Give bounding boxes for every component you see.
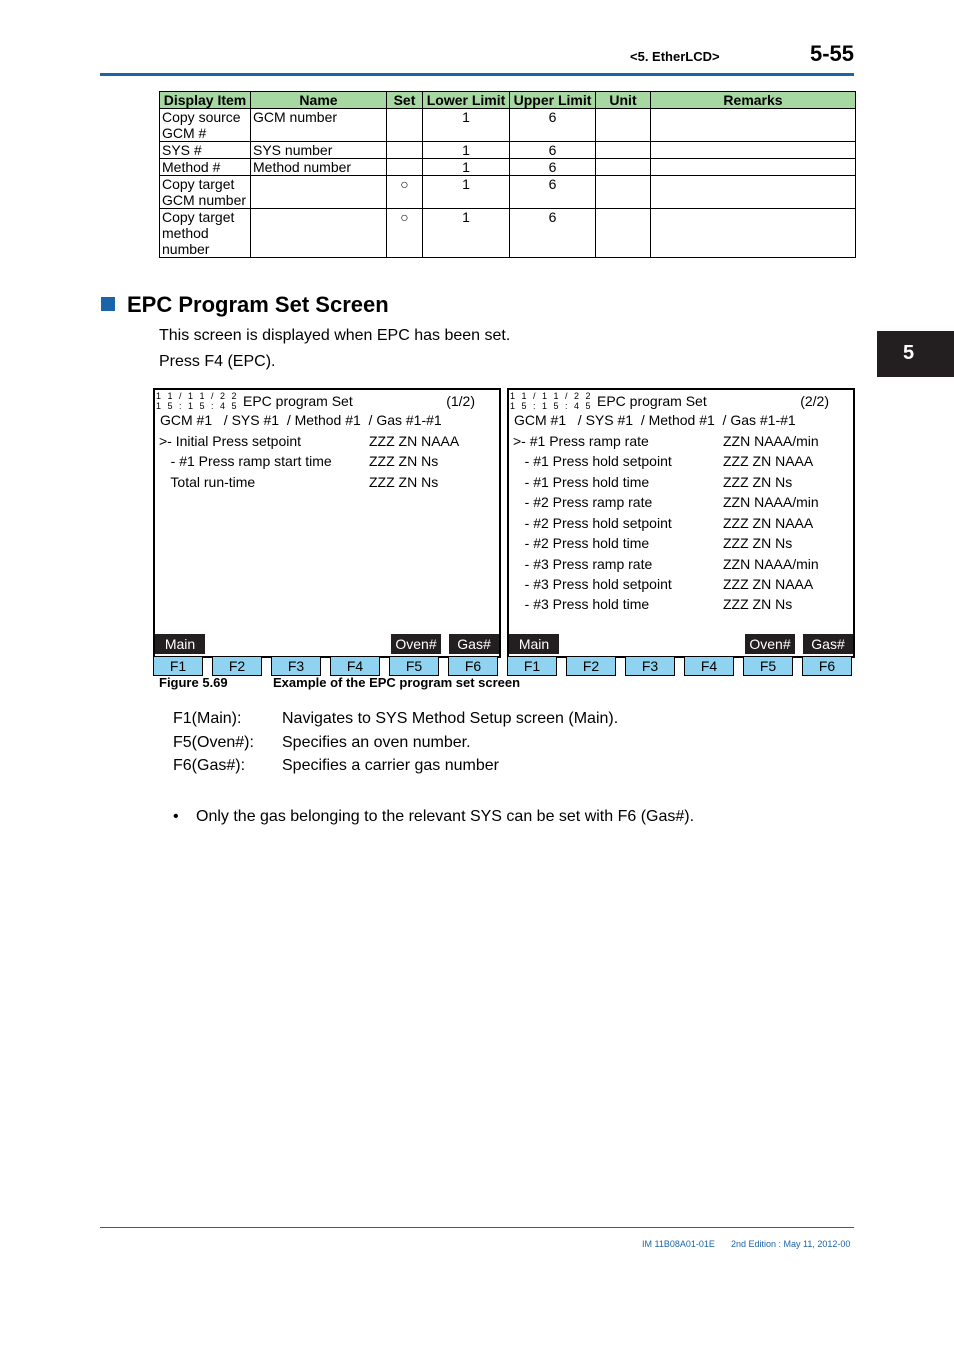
table-cell: Method # [160,159,251,176]
section-title: EPC Program Set Screen [127,292,389,317]
clock [510,391,593,411]
column-header: Display Item [160,92,251,109]
table-row [160,176,856,209]
setting-label[interactable]: - #1 Press ramp start time [159,453,332,469]
setting-label[interactable]: - #3 Press hold time [513,596,650,612]
f4-key[interactable]: F4 [684,656,734,676]
f1-key[interactable]: F1 [153,656,203,676]
function-key-description: Specifies an oven number. [282,734,471,751]
clock-date: 1 1 / 1 1 / 2 2 [510,391,593,401]
chapter-reference: <5. EtherLCD> [630,49,720,64]
bullet-icon: • [173,808,179,825]
table-row [160,142,856,159]
table-cell [387,159,423,176]
table-cell [596,109,651,142]
setting-label[interactable]: - #3 Press hold setpoint [513,576,672,592]
f4-key[interactable]: F4 [330,656,380,676]
table-cell: ○ [387,176,423,209]
setting-label[interactable]: >- Initial Press setpoint [159,433,302,449]
table-cell: 6 [510,209,596,258]
table-cell: 1 [423,176,510,209]
gas-softkey[interactable]: Gas# [449,634,499,654]
setting-value[interactable]: ZZZ ZN Ns [369,474,439,490]
column-header: Remarks [651,92,856,109]
main-softkey[interactable]: Main [155,634,205,654]
function-key-name: F6(Gas#): [173,757,246,774]
lcd-screen-page-1 [153,388,501,658]
f5-key[interactable]: F5 [389,656,439,676]
f1-key[interactable]: F1 [507,656,557,676]
function-key-name: F1(Main): [173,710,242,727]
edition-info: 2nd Edition : May 11, 2012-00 [731,1239,851,1249]
table-cell: Copy target method number [160,209,251,258]
table-cell: SYS # [160,142,251,159]
table-cell: 1 [423,159,510,176]
table-cell: Copy source GCM # [160,109,251,142]
note-text: Only the gas belonging to the relevant SYS can be set with F6 (Gas#). [196,808,695,825]
table-cell [596,176,651,209]
setting-value[interactable]: ZZN NAAA/min [723,433,819,449]
f2-key[interactable]: F2 [566,656,616,676]
clock-date: 1 1 / 1 1 / 2 2 [156,391,239,401]
setting-label[interactable]: - #1 Press hold setpoint [513,453,672,469]
setting-label[interactable]: Total run-time [159,474,256,490]
table-cell: 6 [510,176,596,209]
table-row [160,209,856,258]
table-cell: 1 [423,109,510,142]
function-key-name: F5(Oven#): [173,734,254,751]
f6-key[interactable]: F6 [802,656,852,676]
screen-title: EPC program Set [243,393,353,409]
table-cell [651,142,856,159]
figure-number: Figure 5.69 [159,675,228,690]
table-cell: Copy target GCM number [160,176,251,209]
table-cell [651,159,856,176]
screen-title: EPC program Set [597,393,707,409]
setting-label[interactable]: - #2 Press ramp rate [513,494,653,510]
table-cell: 6 [510,159,596,176]
setting-label[interactable]: >- #1 Press ramp rate [513,433,649,449]
setting-value[interactable]: ZZZ ZN NAAA [723,453,814,469]
function-key-description: Specifies a carrier gas number [282,757,499,774]
table-cell [651,209,856,258]
f2-key[interactable]: F2 [212,656,262,676]
setting-label[interactable]: - #2 Press hold time [513,535,650,551]
table-cell [651,109,856,142]
table-cell: 1 [423,209,510,258]
intro-line: Press F4 (EPC). [159,353,276,370]
parameter-table [159,91,856,258]
page-indicator: (2/2) [800,393,829,409]
column-header: Name [251,92,387,109]
column-header: Unit [596,92,651,109]
main-softkey[interactable]: Main [509,634,559,654]
table-cell: SYS number [251,142,387,159]
location-path: GCM #1 / SYS #1 / Method #1 / Gas #1-#1 [514,412,796,428]
setting-value[interactable]: ZZZ ZN Ns [723,596,793,612]
f3-key[interactable]: F3 [271,656,321,676]
table-cell [387,142,423,159]
table-cell [596,142,651,159]
setting-label[interactable]: - #1 Press hold time [513,474,650,490]
table-cell [651,176,856,209]
setting-value[interactable]: ZZZ ZN Ns [369,453,439,469]
table-cell: 6 [510,142,596,159]
gas-softkey[interactable]: Gas# [803,634,853,654]
clock-time: 1 5 : 1 5 : 4 5 [156,401,239,411]
table-cell [596,209,651,258]
header-rule [100,73,854,76]
table-cell: 1 [423,142,510,159]
table-cell [596,159,651,176]
setting-value[interactable]: ZZZ ZN Ns [723,535,793,551]
setting-label[interactable]: - #2 Press hold setpoint [513,515,672,531]
clock [156,391,239,411]
oven-softkey[interactable]: Oven# [745,634,795,654]
table-cell: 6 [510,109,596,142]
lcd-screen-page-2 [507,388,855,658]
document-id: IM 11B08A01-01E [642,1239,715,1249]
setting-value[interactable]: ZZN NAAA/min [723,494,819,510]
f6-key[interactable]: F6 [448,656,498,676]
setting-label[interactable]: - #3 Press ramp rate [513,556,653,572]
table-cell: GCM number [251,109,387,142]
table-row [160,109,856,142]
table-header-row [160,92,856,109]
table-cell: ○ [387,209,423,258]
clock-time: 1 5 : 1 5 : 4 5 [510,401,593,411]
table-row [160,159,856,176]
table-cell [251,176,387,209]
page-number: 5-55 [810,41,855,66]
setting-value[interactable]: ZZZ ZN Ns [723,474,793,490]
chapter-tab [877,331,954,377]
column-header: Set [387,92,423,109]
f3-key[interactable]: F3 [625,656,675,676]
page-indicator: (1/2) [446,393,475,409]
location-path: GCM #1 / SYS #1 / Method #1 / Gas #1-#1 [160,412,442,428]
section-bullet-square-icon [101,297,115,311]
column-header: Lower Limit [423,92,510,109]
oven-softkey[interactable]: Oven# [391,634,441,654]
setting-value[interactable]: ZZN NAAA/min [723,556,819,572]
footer-rule [100,1227,854,1228]
table-cell [251,209,387,258]
setting-value[interactable]: ZZZ ZN NAAA [723,576,814,592]
chapter-tab-number: 5 [903,342,915,364]
setting-value[interactable]: ZZZ ZN NAAA [723,515,814,531]
intro-line: This screen is displayed when EPC has been set. [159,327,511,344]
table-cell: Method number [251,159,387,176]
figure-caption: Example of the EPC program set screen [273,675,521,690]
column-header: Upper Limit [510,92,596,109]
f5-key[interactable]: F5 [743,656,793,676]
function-key-description: Navigates to SYS Method Setup screen (Main). [282,710,619,727]
setting-value[interactable]: ZZZ ZN NAAA [369,433,460,449]
table-cell [387,109,423,142]
